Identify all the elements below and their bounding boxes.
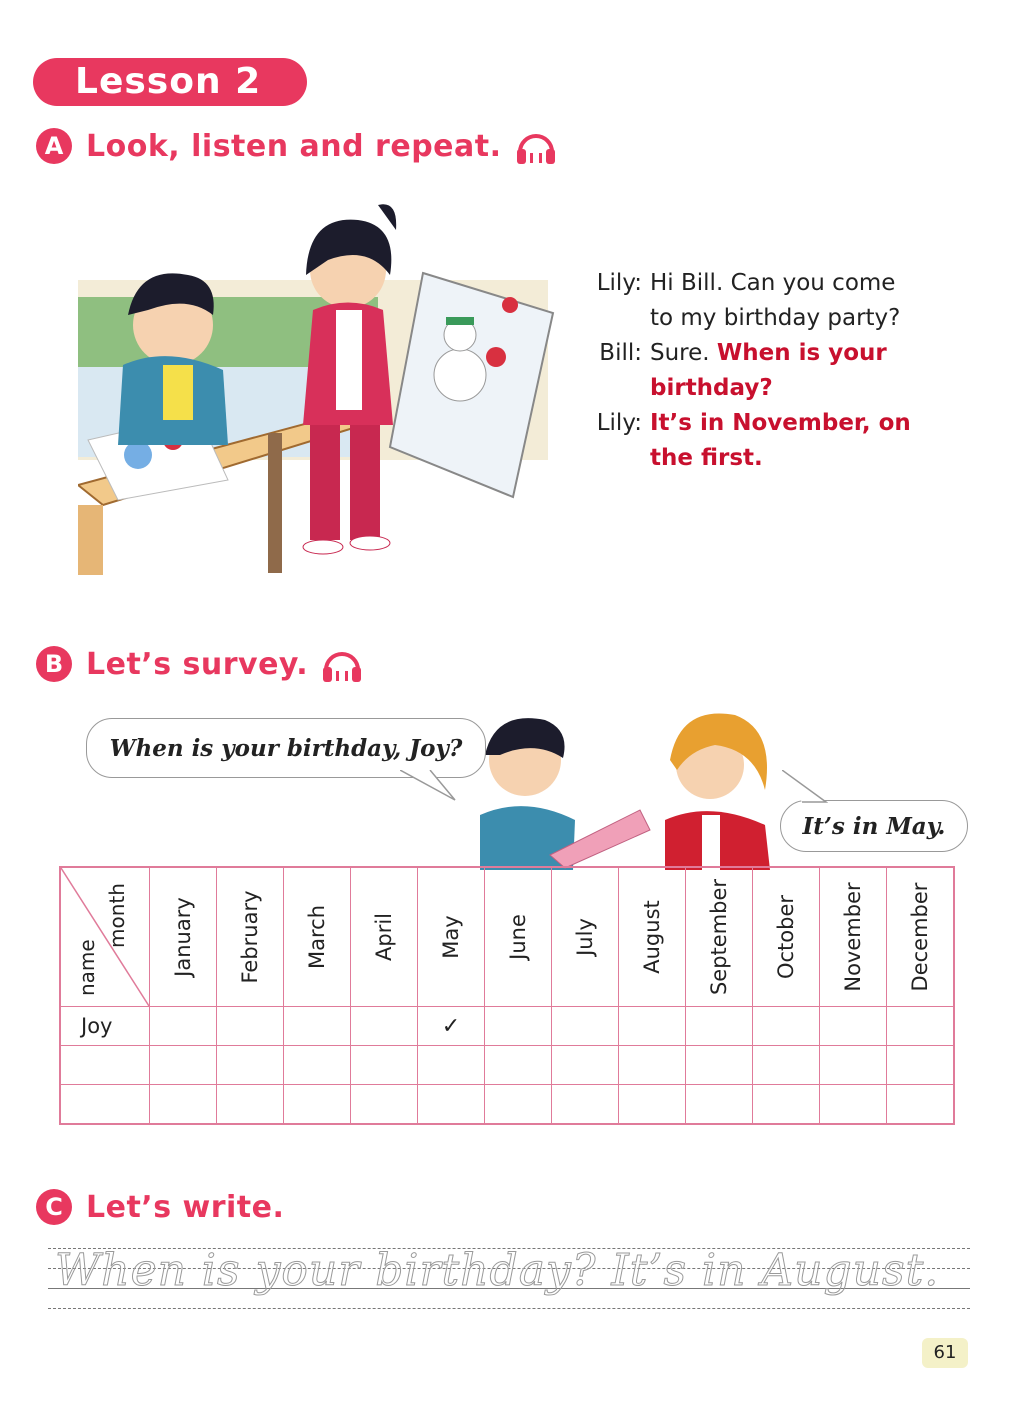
month-header xyxy=(217,867,284,1007)
section-c-heading xyxy=(36,1189,284,1225)
corner-cell xyxy=(60,867,150,1007)
section-a-heading xyxy=(36,126,558,166)
name-cell[interactable] xyxy=(60,1085,150,1125)
check-cell[interactable] xyxy=(619,1085,686,1125)
check-cell[interactable] xyxy=(552,1085,619,1125)
check-cell[interactable] xyxy=(887,1085,955,1125)
headphones-icon[interactable] xyxy=(514,126,558,166)
check-cell[interactable] xyxy=(686,1085,753,1125)
speaker xyxy=(580,441,646,476)
bubble-tail xyxy=(400,770,460,802)
check-cell[interactable] xyxy=(820,1007,887,1046)
section-b-title: Let’s survey. xyxy=(86,646,309,682)
check-cell[interactable] xyxy=(552,1046,619,1085)
dialogue-line xyxy=(580,301,1000,336)
table-row xyxy=(60,1046,954,1085)
check-cell[interactable] xyxy=(217,1046,284,1085)
check-cell[interactable] xyxy=(150,1085,217,1125)
month-header xyxy=(418,867,485,1007)
section-b-badge: B xyxy=(36,646,72,682)
section-a-title: Look, listen and repeat. xyxy=(86,128,502,164)
check-cell[interactable] xyxy=(619,1007,686,1046)
month-label: January xyxy=(171,897,195,977)
check-cell[interactable] xyxy=(418,1085,485,1125)
corner-name-label: name xyxy=(75,939,99,996)
month-header xyxy=(820,867,887,1007)
line-highlight: It’s in November, on xyxy=(650,410,911,436)
illustration-children-survey xyxy=(455,690,795,870)
check-cell[interactable] xyxy=(284,1046,351,1085)
month-header xyxy=(887,867,955,1007)
headphones-icon[interactable] xyxy=(320,644,364,684)
illustration-children-drawing xyxy=(78,185,568,575)
section-b-heading xyxy=(36,644,364,684)
month-label: April xyxy=(372,913,396,961)
corner-month-label: month xyxy=(105,883,129,948)
section-c-badge: C xyxy=(36,1189,72,1225)
speaker: Bill: xyxy=(599,340,642,366)
check-cell[interactable] xyxy=(485,1046,552,1085)
month-header xyxy=(753,867,820,1007)
month-label: June xyxy=(506,914,530,960)
month-header xyxy=(619,867,686,1007)
check-cell[interactable] xyxy=(753,1046,820,1085)
month-label: December xyxy=(908,882,932,992)
check-cell[interactable] xyxy=(351,1085,418,1125)
check-cell[interactable] xyxy=(217,1007,284,1046)
speech-bubble-question: When is your birthday, Joy? xyxy=(86,718,486,778)
tracing-sentence[interactable]: When is your birthday? It’s in August. xyxy=(55,1245,940,1296)
name-cell[interactable]: Joy xyxy=(60,1007,150,1046)
header-row xyxy=(60,867,954,1007)
line-highlight: When is your xyxy=(716,340,887,366)
month-header xyxy=(552,867,619,1007)
month-label: August xyxy=(640,900,664,974)
dialogue-line xyxy=(580,441,1000,476)
speaker: Lily: xyxy=(596,270,642,296)
check-cell[interactable] xyxy=(485,1007,552,1046)
speaker xyxy=(580,371,646,406)
dialogue-line xyxy=(580,336,1000,371)
month-label: May xyxy=(439,915,463,959)
check-cell[interactable] xyxy=(552,1007,619,1046)
check-cell[interactable] xyxy=(150,1046,217,1085)
line-text: to my birthday party? xyxy=(650,305,901,331)
dialogue-line xyxy=(580,371,1000,406)
check-cell[interactable] xyxy=(820,1046,887,1085)
speaker: Lily: xyxy=(596,410,642,436)
month-header xyxy=(150,867,217,1007)
month-header xyxy=(686,867,753,1007)
name-cell[interactable] xyxy=(60,1046,150,1085)
check-cell[interactable] xyxy=(887,1007,955,1046)
check-cell[interactable] xyxy=(150,1007,217,1046)
check-cell[interactable] xyxy=(284,1007,351,1046)
page-number: 61 xyxy=(922,1338,968,1368)
speaker xyxy=(580,301,646,336)
check-cell[interactable] xyxy=(418,1046,485,1085)
month-header xyxy=(485,867,552,1007)
month-label: November xyxy=(841,882,865,992)
month-label: October xyxy=(774,894,798,980)
dialogue-line xyxy=(580,266,1000,301)
speech-bubble-answer: It’s in May. xyxy=(780,800,968,852)
line-highlight: the first. xyxy=(650,445,763,471)
line-text: Sure. xyxy=(650,340,717,366)
month-header xyxy=(351,867,418,1007)
dialogue-line xyxy=(580,406,1000,441)
line-highlight: birthday? xyxy=(650,375,773,401)
check-cell[interactable] xyxy=(820,1085,887,1125)
check-cell[interactable] xyxy=(351,1007,418,1046)
month-label: July xyxy=(573,918,597,956)
check-cell[interactable] xyxy=(619,1046,686,1085)
check-cell[interactable] xyxy=(284,1085,351,1125)
check-cell[interactable] xyxy=(887,1046,955,1085)
survey-table xyxy=(59,866,955,1125)
bubble-tail xyxy=(782,770,828,806)
check-cell[interactable] xyxy=(686,1046,753,1085)
month-header xyxy=(284,867,351,1007)
table-row xyxy=(60,1007,954,1046)
check-cell[interactable] xyxy=(753,1085,820,1125)
writing-line-bottom xyxy=(48,1308,970,1309)
check-cell[interactable] xyxy=(485,1085,552,1125)
check-cell[interactable] xyxy=(351,1046,418,1085)
line-text: Hi Bill. Can you come xyxy=(650,270,896,296)
month-label: February xyxy=(238,890,262,984)
table-row xyxy=(60,1085,954,1125)
lesson-title: Lesson 2 xyxy=(33,58,307,106)
section-c-title: Let’s write. xyxy=(86,1189,285,1225)
check-cell[interactable]: ✓ xyxy=(418,1007,485,1046)
check-cell[interactable] xyxy=(753,1007,820,1046)
month-label: March xyxy=(305,904,329,970)
dialogue xyxy=(580,266,1000,476)
month-label: September xyxy=(707,878,731,996)
section-a-badge: A xyxy=(36,128,72,164)
check-cell[interactable] xyxy=(686,1007,753,1046)
check-cell[interactable] xyxy=(217,1085,284,1125)
